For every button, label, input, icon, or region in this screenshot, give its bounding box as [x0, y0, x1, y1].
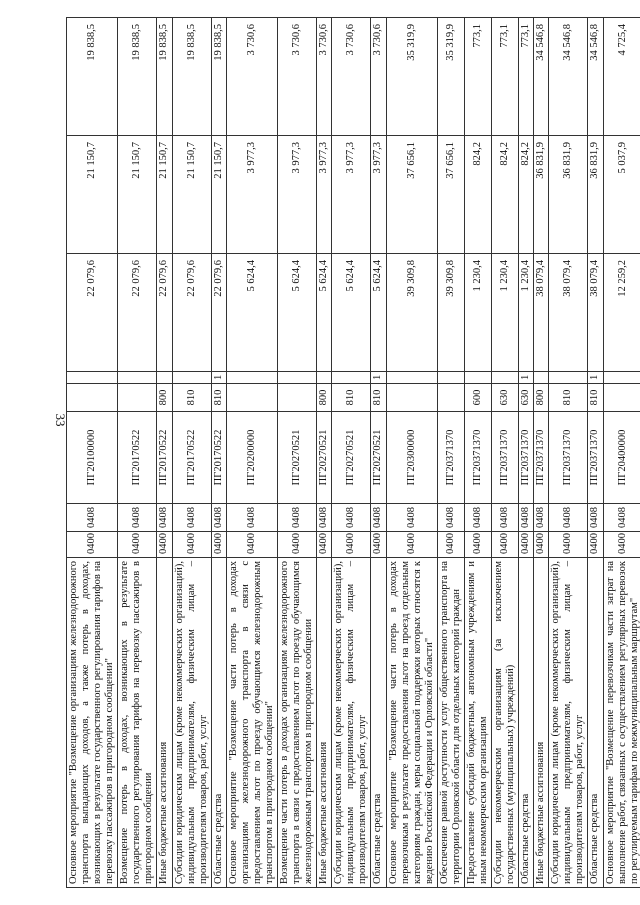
subsection-code: 0408: [588, 504, 603, 532]
row-name: Иные бюджетные ассигнования: [317, 558, 332, 888]
section-code: 0400: [386, 532, 437, 558]
expense-type-code: [278, 384, 317, 412]
target-article-code: ПГ20270521: [278, 412, 317, 504]
amount-year-2: 21 150,7: [67, 136, 118, 254]
section-code: 0400: [534, 532, 549, 558]
funding-source: 1: [519, 372, 534, 384]
amount-year-3: 3 730,6: [317, 18, 332, 136]
amount-year-1: 1 230,4: [492, 254, 519, 372]
row-name: Основное мероприятие "Возмещение перевозчикам части затрат на выполнение работ, связанных с осуществлением регулярных перевозок по регулируемым тарифам по межмуниципальным маршрутам": [603, 558, 640, 888]
section-code: 0400: [603, 532, 640, 558]
row-name: Областные средства: [371, 558, 386, 888]
target-article-code: ПГ20170522: [172, 412, 211, 504]
budget-table: [66, 17, 640, 888]
expense-type-code: 800: [534, 384, 549, 412]
amount-year-3: 3 730,6: [332, 18, 371, 136]
table-row: [437, 18, 464, 888]
page-number: 33: [53, 413, 68, 427]
row-name: Субсидии юридическим лицам (кроме некоммерческих организаций), индивидуальным предпринимателям, физическим лицам – производителям товаров, работ, услуг: [332, 558, 371, 888]
subsection-code: 0408: [157, 504, 172, 532]
section-code: 0400: [211, 532, 226, 558]
amount-year-1: 1 230,4: [519, 254, 534, 372]
subsection-code: 0408: [519, 504, 534, 532]
expense-type-code: 630: [519, 384, 534, 412]
amount-year-2: 21 150,7: [172, 136, 211, 254]
budget-table-sheet: [66, 18, 640, 888]
subsection-code: 0408: [603, 504, 640, 532]
table-row: [226, 18, 277, 888]
expense-type-code: 800: [157, 384, 172, 412]
target-article-code: ПГ20170522: [211, 412, 226, 504]
amount-year-2: 36 831,9: [534, 136, 549, 254]
amount-year-2: 36 831,9: [549, 136, 588, 254]
expense-type-code: 600: [464, 384, 491, 412]
section-code: 0400: [371, 532, 386, 558]
expense-type-code: [603, 384, 640, 412]
funding-source: [464, 372, 491, 384]
amount-year-3: 773,1: [492, 18, 519, 136]
table-row: [118, 18, 157, 888]
amount-year-3: 773,1: [519, 18, 534, 136]
row-name: Предоставление субсидий бюджетным, автономным учреждениям и иным некоммерческим организациям: [464, 558, 491, 888]
funding-source: [386, 372, 437, 384]
amount-year-2: 21 150,7: [118, 136, 157, 254]
amount-year-1: 12 259,2: [603, 254, 640, 372]
funding-source: [172, 372, 211, 384]
amount-year-1: 5 624,4: [332, 254, 371, 372]
section-code: 0400: [519, 532, 534, 558]
expense-type-code: 800: [317, 384, 332, 412]
table-row: [67, 18, 118, 888]
subsection-code: 0408: [386, 504, 437, 532]
target-article-code: ПГ20371370: [437, 412, 464, 504]
funding-source: [437, 372, 464, 384]
amount-year-2: 824,2: [492, 136, 519, 254]
subsection-code: 0408: [492, 504, 519, 532]
amount-year-1: 22 079,6: [67, 254, 118, 372]
amount-year-2: 21 150,7: [211, 136, 226, 254]
expense-type-code: [386, 384, 437, 412]
amount-year-1: 38 079,4: [534, 254, 549, 372]
amount-year-1: 22 079,6: [157, 254, 172, 372]
section-code: 0400: [588, 532, 603, 558]
expense-type-code: 810: [588, 384, 603, 412]
row-name: Возмещение потерь в доходах, возникающих в результате государственного регулирования тарифов на перевозку пассажиров в пригородном сообщении: [118, 558, 157, 888]
amount-year-2: 824,2: [464, 136, 491, 254]
section-code: 0400: [549, 532, 588, 558]
subsection-code: 0408: [211, 504, 226, 532]
amount-year-3: 34 546,8: [549, 18, 588, 136]
target-article-code: ПГ20270521: [317, 412, 332, 504]
row-name: Иные бюджетные ассигнования: [157, 558, 172, 888]
section-code: 0400: [157, 532, 172, 558]
target-article-code: ПГ20400000: [603, 412, 640, 504]
amount-year-1: 1 230,4: [464, 254, 491, 372]
amount-year-2: 3 977,3: [226, 136, 277, 254]
row-name: Субсидии некоммерческим организациям (за исключением государственных (муниципальных) учреждений): [492, 558, 519, 888]
amount-year-2: 3 977,3: [317, 136, 332, 254]
amount-year-1: 39 309,8: [386, 254, 437, 372]
amount-year-1: 38 079,4: [588, 254, 603, 372]
table-row: [172, 18, 211, 888]
expense-type-code: 810: [549, 384, 588, 412]
row-name: Областные средства: [588, 558, 603, 888]
funding-source: [534, 372, 549, 384]
amount-year-3: 4 725,4: [603, 18, 640, 136]
amount-year-2: 37 656,1: [437, 136, 464, 254]
subsection-code: 0408: [464, 504, 491, 532]
amount-year-3: 19 838,5: [172, 18, 211, 136]
section-code: 0400: [118, 532, 157, 558]
amount-year-1: 5 624,4: [371, 254, 386, 372]
table-row: [588, 18, 603, 888]
expense-type-code: 810: [211, 384, 226, 412]
section-code: 0400: [67, 532, 118, 558]
funding-source: [603, 372, 640, 384]
subsection-code: 0408: [549, 504, 588, 532]
row-name: Областные средства: [519, 558, 534, 888]
amount-year-1: 39 309,8: [437, 254, 464, 372]
expense-type-code: [437, 384, 464, 412]
expense-type-code: 810: [332, 384, 371, 412]
table-row: [519, 18, 534, 888]
expense-type-code: [118, 384, 157, 412]
row-name: Возмещение части потерь в доходах организациям железнодорожного транспорта в связи с предоставлением льгот по проезду обучающимся железнодорожным транспортом в пригородном сообщении: [278, 558, 317, 888]
subsection-code: 0408: [67, 504, 118, 532]
funding-source: [549, 372, 588, 384]
subsection-code: 0408: [371, 504, 386, 532]
amount-year-1: 22 079,6: [172, 254, 211, 372]
target-article-code: ПГ20100000: [67, 412, 118, 504]
amount-year-2: 3 977,3: [332, 136, 371, 254]
target-article-code: ПГ20270521: [332, 412, 371, 504]
row-name: Субсидии юридическим лицам (кроме некоммерческих организаций), индивидуальным предпринимателям, физическим лицам – производителям товаров, работ, услуг: [549, 558, 588, 888]
funding-source: [317, 372, 332, 384]
row-name: Основное мероприятие "Возмещение части потерь в доходах перевозчикам в результате предоставления льгот на проезд отдельным категориям граждан, меры социальной поддержки которых относятся к ведению Российской Федерации и Орловской области": [386, 558, 437, 888]
amount-year-3: 3 730,6: [226, 18, 277, 136]
target-article-code: ПГ20371370: [549, 412, 588, 504]
table-row: [317, 18, 332, 888]
expense-type-code: [226, 384, 277, 412]
table-row: [211, 18, 226, 888]
amount-year-2: 3 977,3: [278, 136, 317, 254]
target-article-code: ПГ20371370: [464, 412, 491, 504]
amount-year-2: 21 150,7: [157, 136, 172, 254]
target-article-code: ПГ20170522: [157, 412, 172, 504]
amount-year-1: 5 624,4: [226, 254, 277, 372]
table-row: [549, 18, 588, 888]
funding-source: [278, 372, 317, 384]
amount-year-1: 5 624,4: [317, 254, 332, 372]
row-name: Основное мероприятие "Возмещение организациям железнодорожного транспорта выпадающих доходов, а также потерь в доходах, возникающих в результате государственного регулирования тарифов на перевозку пассажиров в пригородном сообщении": [67, 558, 118, 888]
table-row: [492, 18, 519, 888]
amount-year-2: 36 831,9: [588, 136, 603, 254]
expense-type-code: 810: [371, 384, 386, 412]
target-article-code: ПГ20371370: [534, 412, 549, 504]
funding-source: [157, 372, 172, 384]
funding-source: 1: [211, 372, 226, 384]
amount-year-3: 19 838,5: [157, 18, 172, 136]
amount-year-3: 34 546,8: [588, 18, 603, 136]
amount-year-3: 773,1: [464, 18, 491, 136]
amount-year-3: 3 730,6: [278, 18, 317, 136]
table-row: [464, 18, 491, 888]
amount-year-3: 19 838,5: [67, 18, 118, 136]
table-row: [157, 18, 172, 888]
table-row: [278, 18, 317, 888]
target-article-code: ПГ20371370: [519, 412, 534, 504]
funding-source: [332, 372, 371, 384]
table-row: [603, 18, 640, 888]
table-row: [534, 18, 549, 888]
funding-source: 1: [371, 372, 386, 384]
row-name: Иные бюджетные ассигнования: [534, 558, 549, 888]
amount-year-3: 19 838,5: [211, 18, 226, 136]
amount-year-3: 35 319,9: [386, 18, 437, 136]
target-article-code: ПГ20270521: [371, 412, 386, 504]
expense-type-code: 630: [492, 384, 519, 412]
section-code: 0400: [492, 532, 519, 558]
amount-year-3: 35 319,9: [437, 18, 464, 136]
subsection-code: 0408: [172, 504, 211, 532]
amount-year-1: 38 079,4: [549, 254, 588, 372]
subsection-code: 0408: [317, 504, 332, 532]
section-code: 0400: [172, 532, 211, 558]
amount-year-2: 3 977,3: [371, 136, 386, 254]
target-article-code: ПГ20170522: [118, 412, 157, 504]
amount-year-2: 5 037,9: [603, 136, 640, 254]
amount-year-2: 824,2: [519, 136, 534, 254]
row-name: Областные средства: [211, 558, 226, 888]
subsection-code: 0408: [118, 504, 157, 532]
funding-source: [226, 372, 277, 384]
amount-year-3: 3 730,6: [371, 18, 386, 136]
table-row: [386, 18, 437, 888]
table-row: [332, 18, 371, 888]
section-code: 0400: [332, 532, 371, 558]
table-row: [371, 18, 386, 888]
amount-year-1: 5 624,4: [278, 254, 317, 372]
subsection-code: 0408: [226, 504, 277, 532]
target-article-code: ПГ20300000: [386, 412, 437, 504]
section-code: 0400: [278, 532, 317, 558]
section-code: 0400: [226, 532, 277, 558]
table-body: [67, 18, 640, 888]
amount-year-1: 22 079,6: [211, 254, 226, 372]
expense-type-code: [67, 384, 118, 412]
target-article-code: ПГ20371370: [492, 412, 519, 504]
expense-type-code: 810: [172, 384, 211, 412]
subsection-code: 0408: [534, 504, 549, 532]
row-name: Обеспечение равной доступности услуг общественного транспорта на территории Орловской области для отдельных категорий граждан: [437, 558, 464, 888]
amount-year-1: 22 079,6: [118, 254, 157, 372]
subsection-code: 0408: [332, 504, 371, 532]
section-code: 0400: [437, 532, 464, 558]
subsection-code: 0408: [278, 504, 317, 532]
section-code: 0400: [317, 532, 332, 558]
subsection-code: 0408: [437, 504, 464, 532]
amount-year-3: 34 546,8: [534, 18, 549, 136]
target-article-code: ПГ20200000: [226, 412, 277, 504]
row-name: Субсидии юридическим лицам (кроме некоммерческих организаций), индивидуальным предпринимателям, физическим лицам – производителям товаров, работ, услуг: [172, 558, 211, 888]
row-name: Основное мероприятие "Возмещение части потерь в доходах организациям железнодорожного транспорта в связи с предоставлением льгот по проезду обучающимся железнодорожным транспортом в пригородном сообщении": [226, 558, 277, 888]
amount-year-3: 19 838,5: [118, 18, 157, 136]
amount-year-2: 37 656,1: [386, 136, 437, 254]
section-code: 0400: [464, 532, 491, 558]
funding-source: [492, 372, 519, 384]
funding-source: [118, 372, 157, 384]
funding-source: 1: [588, 372, 603, 384]
funding-source: [67, 372, 118, 384]
target-article-code: ПГ20371370: [588, 412, 603, 504]
